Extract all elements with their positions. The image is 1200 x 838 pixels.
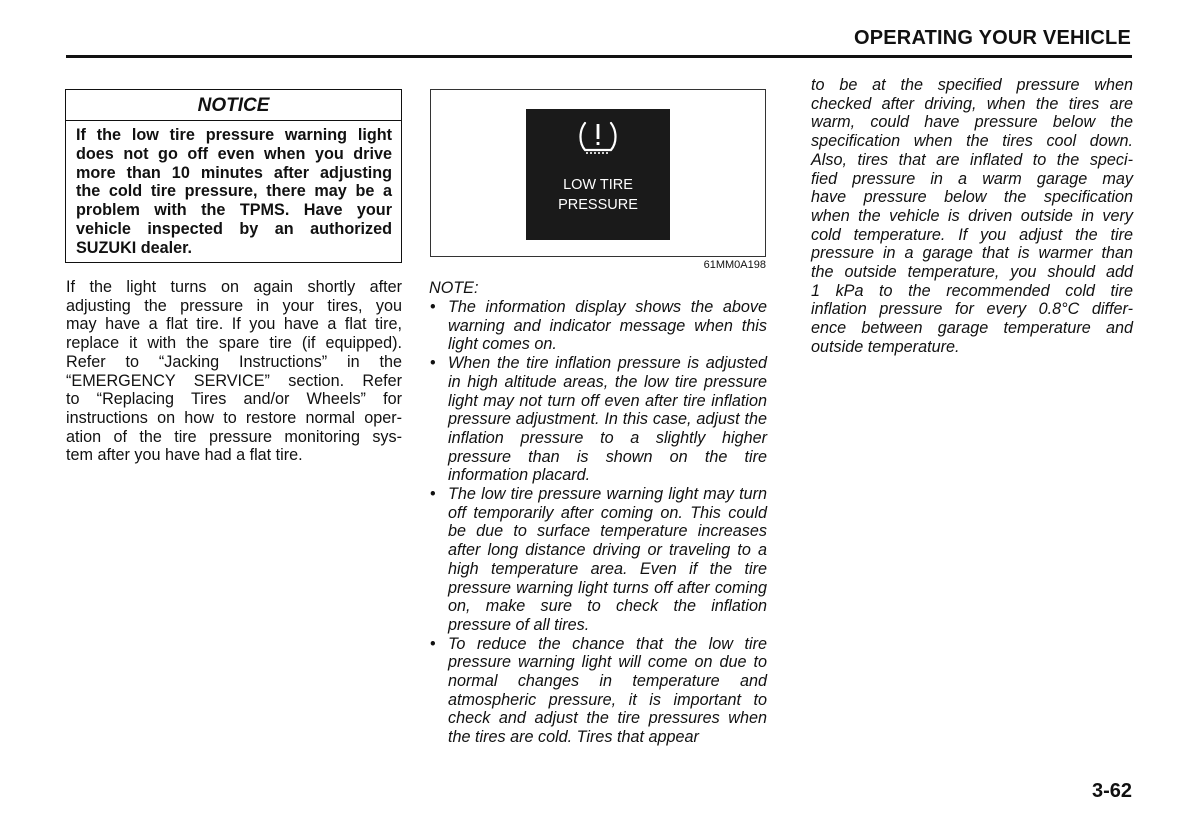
paragraph-line: “EMERGENCY SERVICE” section. Refer bbox=[66, 371, 402, 390]
display-message bbox=[526, 176, 670, 215]
figure-frame bbox=[430, 89, 766, 257]
note-item bbox=[429, 485, 767, 635]
note-item bbox=[429, 635, 767, 747]
paragraph-line: pressure in a garage that is warmer than bbox=[811, 244, 1133, 263]
paragraph-line: specification when the tires cool down. bbox=[811, 132, 1133, 151]
notice-line: SUZUKI dealer. bbox=[76, 238, 193, 257]
note-item bbox=[429, 298, 767, 354]
paragraph-line: to “Replacing Tires and/or Wheels” for bbox=[66, 390, 402, 409]
paragraph-line: have pressure below the specification bbox=[811, 188, 1133, 207]
paragraph-line: Also, tires that are inflated to the speci- bbox=[811, 150, 1133, 169]
figure-code: 61MM0A198 bbox=[703, 259, 766, 271]
section-title: OPERATING YOUR VEHICLE bbox=[853, 27, 1131, 49]
paragraph-line: may have a flat tire. If you have a flat tire, bbox=[66, 315, 402, 334]
bullet: • bbox=[430, 354, 436, 373]
paragraph-line: warm, could have pressure below the bbox=[811, 113, 1133, 132]
paragraph-line: tem after you have had a flat tire. bbox=[66, 446, 303, 465]
paragraph-line: cold temperature. If you adjust the tire bbox=[811, 225, 1133, 244]
paragraph-line: to be at the specified pressure when bbox=[811, 76, 1133, 94]
note-item bbox=[429, 354, 767, 485]
paragraph-line: ence between garage temperature and bbox=[811, 319, 1133, 338]
bullet: • bbox=[430, 298, 436, 316]
paragraph-line: inflation pressure for every 0.8°C differ- bbox=[811, 300, 1133, 319]
paragraph-line: instructions on how to restore normal oper- bbox=[66, 408, 402, 427]
note-item-text: The information display shows the above warning and indicator message when this light comes on. bbox=[448, 298, 767, 354]
paragraph-line: adjusting the pressure in your tires, you bbox=[66, 296, 402, 315]
note-item-text: The low tire pressure warning light may turn off temporarily after coming on. This could be due to surface temperature increases after long distance driving or traveling to a high temperature area. Even if the tire pressure warning light turns off after coming on, make sure to check the inflation pressure of all tires. bbox=[448, 485, 767, 634]
note-label: NOTE: bbox=[429, 279, 479, 297]
notice-box bbox=[65, 89, 402, 263]
notice-line: the cold tire pressure, there may be a bbox=[76, 182, 392, 201]
notice-line: vehicle inspected by an authorized bbox=[76, 219, 392, 238]
paragraph-line: replace it with the spare tire (if equipped). bbox=[66, 334, 402, 353]
notice-body bbox=[66, 121, 401, 258]
paragraph-line: ation of the tire pressure monitoring sys- bbox=[66, 427, 402, 446]
notice-line: more than 10 minutes after adjusting bbox=[76, 163, 392, 182]
notice-line: does not go off even when you drive bbox=[76, 144, 392, 163]
paragraph-line: Refer to “Jacking Instructions” in the bbox=[66, 352, 402, 371]
note-list bbox=[429, 298, 767, 747]
display-line-1: LOW TIRE bbox=[563, 177, 633, 193]
information-display bbox=[526, 109, 670, 240]
note-item-text: When the tire inflation pressure is adjusted in high altitude areas, the low tire pressure light may not turn off even after tire inflation pressure adjustment. In this case, adjust the inflation pressure to a slightly higher pressure than is shown on the tire information placard. bbox=[448, 354, 767, 485]
paragraph-line: checked after driving, when the tires are bbox=[811, 94, 1133, 113]
paragraph-line: outside temperature. bbox=[811, 337, 960, 356]
paragraph-line: the outside temperature, you should add bbox=[811, 263, 1133, 282]
note-item-text: To reduce the chance that the low tire pressure warning light will come on due to normal changes in temperature and atmospheric pressure, it is important to check and adjust the tire pressures when the tires are cold. Tires that appear bbox=[448, 634, 767, 747]
paragraph-line: If the light turns on again shortly after bbox=[66, 278, 402, 296]
notice-line: If the low tire pressure warning light bbox=[76, 126, 392, 144]
page-number: 3-62 bbox=[1091, 780, 1132, 802]
column-3-paragraph bbox=[811, 76, 1133, 357]
column-1-paragraph bbox=[66, 278, 402, 465]
display-line-2: PRESSURE bbox=[558, 196, 638, 213]
header-rule bbox=[66, 55, 1132, 58]
bullet: • bbox=[430, 634, 436, 653]
bullet: • bbox=[430, 485, 436, 504]
paragraph-line: 1 kPa to the recommended cold tire bbox=[811, 281, 1133, 300]
tire-pressure-warning-icon bbox=[576, 117, 620, 157]
notice-line: problem with the TPMS. Have your bbox=[76, 201, 392, 220]
paragraph-line: fied pressure in a warm garage may bbox=[811, 169, 1133, 188]
notice-title: NOTICE bbox=[66, 90, 401, 121]
paragraph-line: when the vehicle is driven outside in very bbox=[811, 206, 1133, 225]
